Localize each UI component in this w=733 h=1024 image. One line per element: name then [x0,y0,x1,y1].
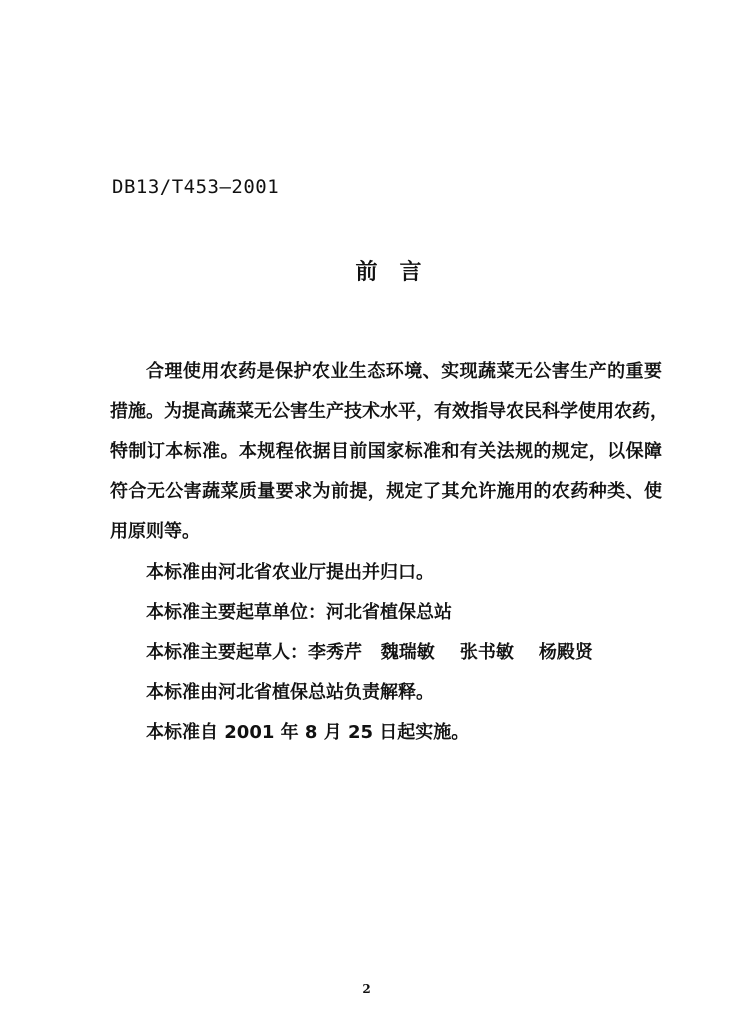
paragraph-line: 措施。为提高蔬菜无公害生产技术水平，有效指导农民科学使用农药， [110,401,668,422]
standard-code: DB13/T453—2001 [112,176,280,198]
paragraph-line: 特制订本标准。本规程依据目前国家标准和有关法规的规定，以保障 [110,441,662,462]
paragraph-line: 符合无公害蔬菜质量要求为前提，规定了其允许施用的农药种类、使 [110,481,662,502]
statement-effective-date: 本标准自 2001 年 8 月 25 日起实施。 [146,722,470,743]
page-title: 前言 [355,260,444,285]
paragraph-line: 合理使用农药是保护农业生态环境、实现蔬菜无公害生产的重要 [146,361,662,382]
paragraph-line: 用原则等。 [110,521,200,542]
statement-proposer: 本标准由河北省农业厅提出并归口。 [146,562,434,583]
statement-interpreter: 本标准由河北省植保总站负责解释。 [146,682,434,703]
statement-drafting-unit: 本标准主要起草单位：河北省植保总站 [146,602,452,623]
page-number: 2 [362,982,371,996]
foreword-paragraph [110,352,668,552]
standard-statements [146,553,666,753]
statement-drafters: 本标准主要起草人：李秀芹 魏瑞敏 张书敏 杨殿贤 [146,642,593,663]
